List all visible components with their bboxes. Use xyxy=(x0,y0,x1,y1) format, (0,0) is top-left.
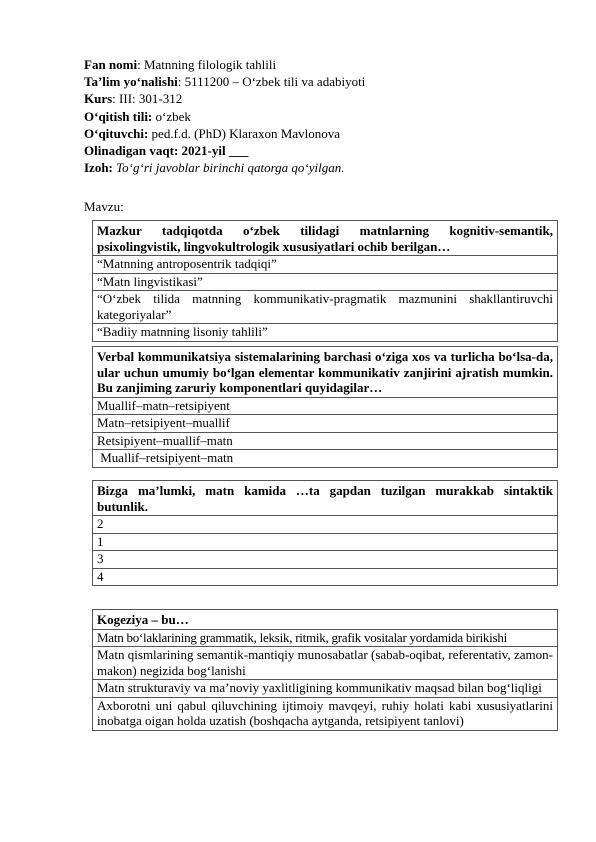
course-name-value: : Matnning filologik tahlili xyxy=(137,57,277,72)
note-line xyxy=(84,159,564,176)
answer-option: 3 xyxy=(93,551,558,569)
question-table-2 xyxy=(92,346,558,468)
teaching-language-label: O‘qitish tili: xyxy=(84,108,153,124)
answer-option: 4 xyxy=(93,568,558,586)
answer-option: Muallif–retsipiyent–matn xyxy=(93,450,558,468)
answer-option: Axborotni uni qabul qiluvchining ijtimoiy mavqeyi, ruhiy holati kabi xususiyatlarini inobatga oigan holda uzatish (boshqacha aytganda, retsipiyent tanlovi) xyxy=(93,697,558,730)
teaching-language-value: o‘zbek xyxy=(152,108,191,124)
answer-option: 1 xyxy=(93,533,558,551)
answer-option: Muallif–matn–retsipiyent xyxy=(93,397,558,415)
answer-option: “Matnning antroposentrik tadqiqi” xyxy=(93,256,558,274)
note-label: Izoh: xyxy=(84,160,113,176)
question-text: Verbal kommunikatsiya sistemalarining barchasi o‘ziga xos va turlicha bo‘lsa-da, ular uchun umumiy bo‘lgan elementar kommunikativ zanjirini ajratish mumkin. Bu zanjiming zaruriy komponentlari quyidagilar… xyxy=(93,347,558,398)
teacher-label: O‘qituvchi: xyxy=(84,125,149,141)
course-year-label: Kurs xyxy=(84,91,113,107)
question-text: Bizga ma’lumki, matn kamida …ta gapdan tuzilgan murakkab sintaktik butunlik. xyxy=(93,481,558,516)
question-table-4 xyxy=(92,609,558,731)
answer-option: “Matn lingvistikasi” xyxy=(93,273,558,291)
course-year-line xyxy=(84,90,564,107)
course-year-value: : III: 301-312 xyxy=(112,91,183,107)
question-table-3 xyxy=(92,480,558,586)
teaching-language-line xyxy=(84,108,564,125)
note-value: To‘g‘ri javoblar birinchi qatorga qo‘yilgan. xyxy=(112,160,345,176)
topic-label: Mavzu: xyxy=(84,199,124,214)
course-name-line xyxy=(84,56,564,73)
course-info-header xyxy=(84,56,564,176)
answer-option: Matn bo‘laklarining grammatik, leksik, ritmik, grafik vositalar yordamida birikishi xyxy=(93,629,558,647)
answer-option: “O‘zbek tilida matnning kommunikativ-pragmatik mazmunini shakllantiruvchi kategoriyalar” xyxy=(93,291,558,324)
question-text: Kogeziya – bu… xyxy=(93,610,558,630)
exam-date-label: Olinadigan vaqt: 2021-yil ___ xyxy=(84,143,249,159)
study-direction-value: : 5111200 – O‘zbek tili va adabiyoti xyxy=(177,74,366,90)
answer-option: Matn qismlarining semantik-mantiqiy munosabatlar (sabab-oqibat, referentativ, zamon-makon) negizida bog‘lanishi xyxy=(93,647,558,680)
question-table-1 xyxy=(92,220,558,342)
study-direction-label: Ta’lim yo‘nalishi xyxy=(84,74,178,90)
course-name-label: Fan nomi xyxy=(84,57,138,72)
answer-option: Retsipiyent–muallif–matn xyxy=(93,432,558,450)
question-text: Mazkur tadqiqotda o‘zbek tilidagi matnlarning kognitiv-semantik, psixolingvistik, lingvokultrologik xususiyatlari ochib berilgan… xyxy=(93,221,558,256)
exam-date-line xyxy=(84,142,564,159)
answer-option: Matn–retsipiyent–muallif xyxy=(93,415,558,433)
teacher-value: ped.f.d. (PhD) Klaraxon Mavlonova xyxy=(148,125,341,141)
answer-option: “Badiiy matnning lisoniy tahlili” xyxy=(93,324,558,342)
answer-option: Matn strukturaviy va ma’noviy yaxlitligining kommunikativ maqsad bilan bog‘liqligi xyxy=(93,680,558,698)
study-direction-line xyxy=(84,73,564,90)
answer-option: 2 xyxy=(93,516,558,534)
teacher-line xyxy=(84,125,564,142)
